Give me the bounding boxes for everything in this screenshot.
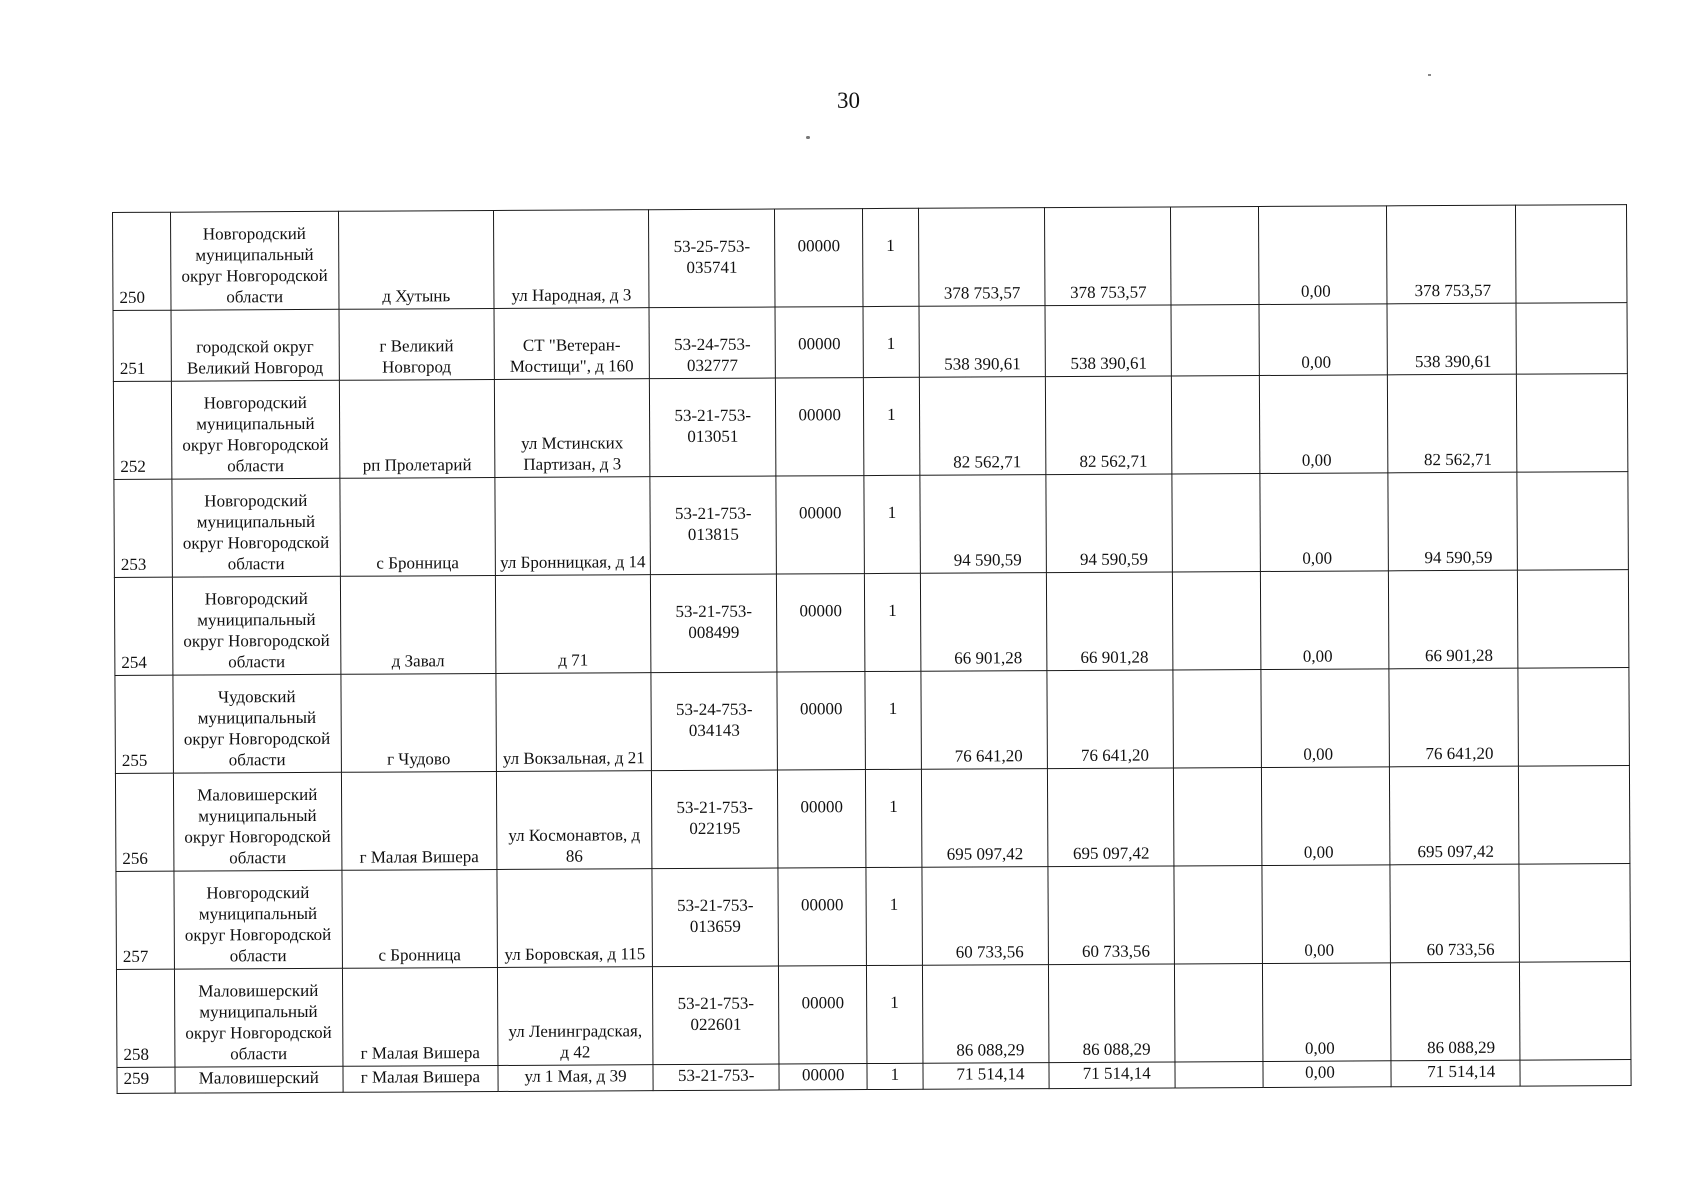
zero-amount-cell: 0,00 xyxy=(1262,963,1391,1062)
code-cell: 53-25-753-035741 xyxy=(649,209,776,308)
empty-cell xyxy=(1517,472,1629,571)
locality-cell: г Великий Новгород xyxy=(339,309,495,381)
quantity-cell: 1 xyxy=(867,1063,923,1089)
zero-amount-cell: 0,00 xyxy=(1259,304,1388,376)
table-row xyxy=(114,570,1628,676)
locality-cell: д Завал xyxy=(340,575,496,674)
kind-cell: 00000 xyxy=(779,966,867,1064)
zero-amount-cell: 0,00 xyxy=(1261,669,1390,768)
quantity-cell: 1 xyxy=(863,377,919,475)
amount-cell: 82 562,71 xyxy=(1045,376,1172,475)
locality-cell: с Бронница xyxy=(340,477,496,576)
table-row xyxy=(116,864,1630,970)
row-number: 257 xyxy=(116,871,174,969)
empty-cell xyxy=(1516,374,1628,473)
district-cell: Новгородский муниципальный округ Новгородской области xyxy=(170,211,338,310)
total-cell: 94 590,59 xyxy=(1388,472,1517,571)
code-cell: 53-21-753-013815 xyxy=(650,476,777,575)
amount-cell: 378 753,57 xyxy=(918,208,1045,307)
total-cell: 378 753,57 xyxy=(1387,205,1516,304)
quantity-cell: 1 xyxy=(865,671,921,769)
amount-cell: 94 590,59 xyxy=(920,475,1047,574)
total-cell: 538 390,61 xyxy=(1387,303,1516,375)
kind-cell: 00000 xyxy=(777,672,865,770)
address-cell: ул Ленинградская, д 42 xyxy=(497,967,653,1066)
district-cell: Новгородский муниципальный округ Новгородской области xyxy=(172,478,340,577)
empty-cell xyxy=(1173,669,1261,767)
zero-amount-cell: 0,00 xyxy=(1263,1061,1392,1088)
kind-cell: 00000 xyxy=(778,868,866,966)
amount-cell: 76 641,20 xyxy=(921,671,1048,770)
district-cell: Новгородский муниципальный округ Новгородской области xyxy=(171,380,339,479)
kind-cell: 00000 xyxy=(775,307,863,378)
address-cell: ул Мстинских Партизан, д 3 xyxy=(494,379,650,478)
address-cell: СТ "Ветеран-Мостищи", д 160 xyxy=(494,308,650,380)
table-row xyxy=(115,766,1629,872)
total-cell: 76 641,20 xyxy=(1389,668,1518,767)
zero-amount-cell: 0,00 xyxy=(1260,473,1389,572)
code-cell: 53-21-753- xyxy=(653,1064,779,1091)
total-cell: 695 097,42 xyxy=(1390,766,1519,865)
empty-cell xyxy=(1174,865,1262,963)
row-number: 259 xyxy=(117,1067,175,1093)
address-cell: ул 1 Мая, д 39 xyxy=(498,1065,653,1092)
empty-cell xyxy=(1171,206,1259,304)
district-cell: Новгородский муниципальный округ Новгородской области xyxy=(172,576,340,675)
empty-cell xyxy=(1517,570,1629,669)
address-cell: ул Боровская, д 115 xyxy=(497,869,653,968)
code-cell: 53-21-753-013051 xyxy=(649,378,776,477)
empty-cell xyxy=(1518,668,1630,767)
total-cell: 71 514,14 xyxy=(1391,1060,1520,1087)
total-cell: 66 901,28 xyxy=(1389,570,1518,669)
page-number: 30 xyxy=(837,88,860,113)
zero-amount-cell: 0,00 xyxy=(1258,206,1387,305)
amount-cell: 71 514,14 xyxy=(1049,1062,1175,1089)
locality-cell: с Бронница xyxy=(342,869,498,968)
address-cell: ул Вокзальная, д 21 xyxy=(496,673,652,772)
district-cell: Чудовский муниципальный округ Новгородской области xyxy=(173,674,341,773)
empty-cell xyxy=(1518,766,1630,865)
row-number: 255 xyxy=(115,675,173,773)
amount-cell: 60 733,56 xyxy=(922,867,1049,966)
empty-cell xyxy=(1175,963,1263,1061)
quantity-cell: 1 xyxy=(863,306,919,377)
locality-cell: г Малая Вишера xyxy=(343,1065,498,1092)
registry-table-wrapper xyxy=(112,204,1632,1094)
amount-cell: 86 088,29 xyxy=(922,965,1049,1064)
empty-cell xyxy=(1519,962,1631,1061)
empty-cell xyxy=(1519,864,1631,963)
table-row xyxy=(116,962,1630,1068)
quantity-cell: 1 xyxy=(866,867,922,965)
quantity-cell: 1 xyxy=(866,965,922,1063)
total-cell: 60 733,56 xyxy=(1390,864,1519,963)
quantity-cell: 1 xyxy=(864,573,920,671)
address-cell: ул Космонавтов, д 86 xyxy=(496,771,652,870)
row-number: 253 xyxy=(114,479,172,577)
empty-cell xyxy=(1175,1061,1263,1087)
amount-cell: 538 390,61 xyxy=(1045,305,1172,377)
locality-cell: г Малая Вишера xyxy=(341,771,497,870)
empty-cell xyxy=(1173,571,1261,669)
amount-cell: 76 641,20 xyxy=(1047,670,1174,769)
row-number: 250 xyxy=(113,212,171,310)
empty-cell xyxy=(1171,304,1259,375)
registry-table-body xyxy=(113,205,1632,1094)
empty-cell xyxy=(1515,205,1627,304)
amount-cell: 66 901,28 xyxy=(920,573,1047,672)
table-row xyxy=(115,668,1629,774)
kind-cell: 00000 xyxy=(778,770,866,868)
quantity-cell: 1 xyxy=(865,769,921,867)
row-number: 256 xyxy=(115,773,173,871)
amount-cell: 82 562,71 xyxy=(919,377,1046,476)
row-number: 251 xyxy=(113,310,171,381)
amount-cell: 86 088,29 xyxy=(1048,964,1175,1063)
address-cell: ул Народная, д 3 xyxy=(493,210,649,309)
scan-speck xyxy=(806,136,810,139)
quantity-cell: 1 xyxy=(863,208,919,306)
amount-cell: 695 097,42 xyxy=(1047,768,1174,867)
address-cell: ул Бронницкая, д 14 xyxy=(495,477,651,576)
district-cell: Маловишерский xyxy=(175,1066,343,1093)
row-number: 254 xyxy=(114,577,172,675)
kind-cell: 00000 xyxy=(776,476,864,574)
quantity-cell: 1 xyxy=(864,475,920,573)
kind-cell: 00000 xyxy=(776,378,864,476)
table-row xyxy=(114,472,1628,578)
code-cell: 53-21-753-022601 xyxy=(652,966,779,1065)
table-row xyxy=(113,303,1627,382)
scan-speck xyxy=(1428,74,1431,76)
amount-cell: 538 390,61 xyxy=(919,306,1046,378)
code-cell: 53-21-753-008499 xyxy=(650,574,777,673)
district-cell: Маловишерский муниципальный округ Новгородской области xyxy=(174,968,342,1067)
code-cell: 53-21-753-022195 xyxy=(651,770,778,869)
registry-table xyxy=(112,204,1632,1094)
locality-cell: г Малая Вишера xyxy=(342,967,498,1066)
kind-cell: 00000 xyxy=(777,574,865,672)
empty-cell xyxy=(1516,303,1628,375)
code-cell: 53-24-753-032777 xyxy=(649,307,776,379)
amount-cell: 378 753,57 xyxy=(1044,207,1171,306)
empty-cell xyxy=(1520,1060,1631,1087)
zero-amount-cell: 0,00 xyxy=(1262,865,1391,964)
table-row xyxy=(113,374,1627,480)
amount-cell: 66 901,28 xyxy=(1046,572,1173,671)
empty-cell xyxy=(1174,767,1262,865)
total-cell: 82 562,71 xyxy=(1388,374,1517,473)
row-number: 252 xyxy=(113,381,171,479)
district-cell: городской округ Великий Новгород xyxy=(171,309,339,381)
amount-cell: 60 733,56 xyxy=(1048,866,1175,965)
locality-cell: д Хутынь xyxy=(338,211,494,310)
empty-cell xyxy=(1172,375,1260,473)
amount-cell: 695 097,42 xyxy=(921,769,1048,868)
code-cell: 53-24-753-034143 xyxy=(651,672,778,771)
address-cell: д 71 xyxy=(495,575,651,674)
table-row xyxy=(113,205,1627,311)
locality-cell: рп Пролетарий xyxy=(339,380,495,479)
kind-cell: 00000 xyxy=(775,209,863,307)
empty-cell xyxy=(1172,473,1260,571)
total-cell: 86 088,29 xyxy=(1391,962,1520,1061)
zero-amount-cell: 0,00 xyxy=(1259,375,1388,474)
zero-amount-cell: 0,00 xyxy=(1260,571,1389,670)
kind-cell: 00000 xyxy=(779,1064,867,1090)
row-number: 258 xyxy=(116,969,174,1067)
code-cell: 53-21-753-013659 xyxy=(652,868,779,967)
locality-cell: г Чудово xyxy=(341,673,497,772)
zero-amount-cell: 0,00 xyxy=(1261,767,1390,866)
amount-cell: 94 590,59 xyxy=(1046,474,1173,573)
district-cell: Маловишерский муниципальный округ Новгородской области xyxy=(173,772,341,871)
district-cell: Новгородский муниципальный округ Новгородской области xyxy=(174,870,342,969)
amount-cell: 71 514,14 xyxy=(923,1063,1049,1090)
